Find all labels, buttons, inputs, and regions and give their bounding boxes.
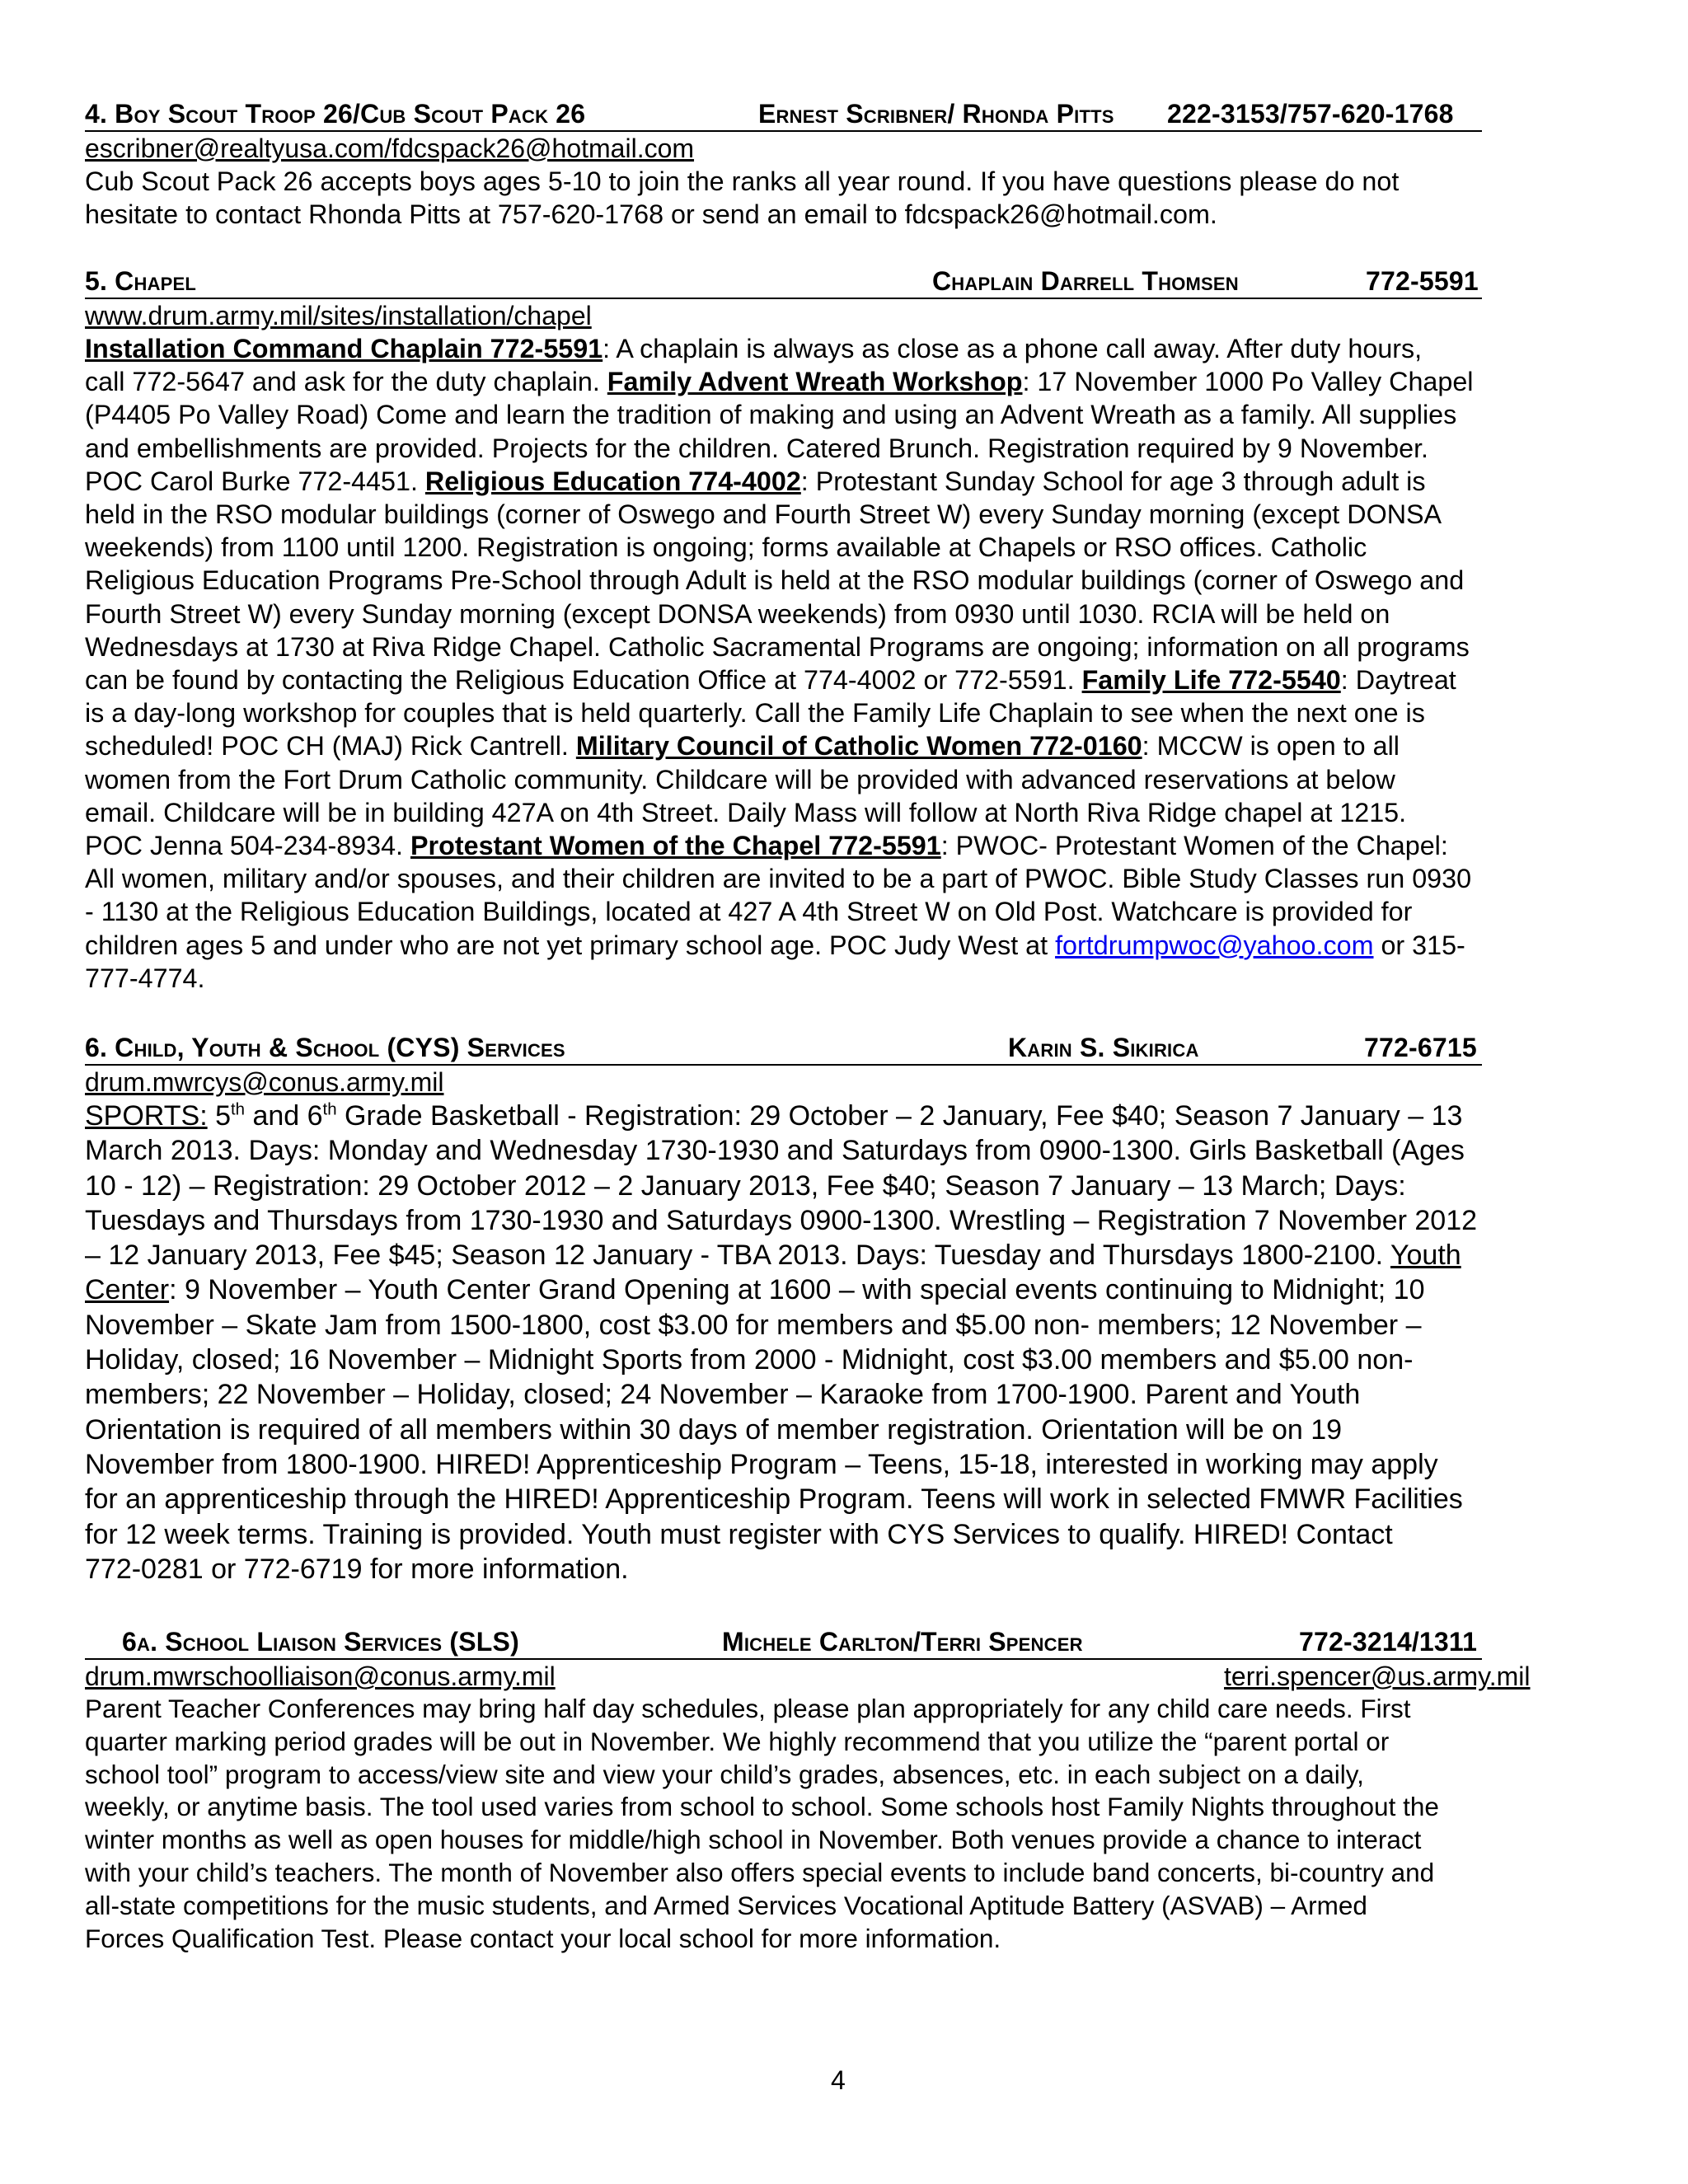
section-email-row	[85, 1660, 1618, 1693]
body-text: : MCCW is open to all women from the Fort Drum Catholic community. Childcare will be provided with advanced reservations at below email. Childcare will be in building 427A on 4th Street. Daily Mass will follow at North Riva Ridge chapel at 1215. POC Jenna 504-234-8934.	[85, 731, 1407, 861]
section-email[interactable]: escribner@realtyusa.com/fdcspack26@hotmail.com	[85, 134, 695, 163]
installation-chaplain-heading: Installation Command Chaplain 772-5591	[85, 334, 603, 363]
section-email[interactable]: drum.mwrcys@conus.army.mil	[85, 1067, 444, 1097]
superscript: th	[231, 1100, 246, 1119]
section-body	[85, 332, 1618, 995]
page-number: 4	[831, 2065, 846, 2095]
section-contact: Chaplain Darrell Thomsen	[932, 266, 1239, 296]
section-title: 4. Boy Scout Troop 26/Cub Scout Pack 26	[85, 99, 586, 129]
section-title: 5. Chapel	[85, 266, 197, 296]
pwoc-heading: Protestant Women of the Chapel 772-5591	[410, 831, 941, 861]
section-email[interactable]: drum.mwrschoolliaison@conus.army.mil	[85, 1661, 556, 1691]
section-email-row	[85, 1066, 1618, 1099]
body-text: Grade Basketball - Registration: 29 October – 2 January, Fee $40; Season 7 January – 13 March 2013. Days: Monday and Wednesday 1730-1930 and Saturdays from 0900-1300. Girls Basketball (Ages 10 - 12) – Registration: 29 October 2012 – 2 January 2013, Fee $40; Season 7 January – 13 March; Days: Tuesdays and Thursdays from 1730-1930 and Saturdays 0900-1300. Wrestling – Registration 7 November 2012 – 12 January 2013, Fee $45; Season 12 January - TBA 2013. Days: Tuesday and Thursdays 1800-2100.	[85, 1100, 1478, 1272]
body-text: : PWOC- Protestant Women of the Chapel: All women, military and/or spouses, and their children are invited to be a part of PWOC. Bible Study Classes run 0930 - 1130 at the Religious Education Buildings, located at 427 A 4th Street W on Old Post. Watchcare is provided for children ages 5 and under who are not yet primary school age. POC Judy West at	[85, 831, 1472, 960]
section-title: 6. Child, Youth & School (CYS) Services	[85, 1033, 565, 1062]
section-chapel	[85, 265, 1618, 995]
body-text: : 9 November – Youth Center Grand Opening at 1600 – with special events continuing to Midnight; 10 November – Skate Jam from 1500-1800, cost $3.00 for members and $5.00 non- members; 12 November – Holiday, closed; 16 November – Midnight Sports from 2000 - Midnight, cost $3.00 members and $5.00 non- members; 22 November – Holiday, closed; 24 November – Karaoke from 1700-1900. Parent and Youth Orientation is required of all members within 30 days of member registration. Orientation will be on 19 November from 1800-1900. HIRED! Apprenticeship Program – Teens, 15-18, interested in working may apply for an apprenticeship through the HIRED! Apprenticeship Program. Teens will work in selected FMWR Facilities for 12 week terms. Training is provided. Youth must register with CYS Services to qualify. HIRED! Contact 772-0281 or 772-6719 for more information.	[85, 1274, 1463, 1585]
section-url-row	[85, 299, 1618, 332]
sports-heading: SPORTS:	[85, 1100, 208, 1132]
body-text: or 315- 777-4774.	[85, 930, 1465, 993]
section-body: Parent Teacher Conferences may bring half day schedules, please plan appropriately for any child care needs. First quarter marking period grades will be out in November. We highly recommend that you utilize the “parent portal or school tool” program to access/view site and view your child’s grades, absences, etc. in each subject on a daily, weekly, or anytime basis. The tool used varies from school to school. Some schools host Family Nights throughout the winter months as well as open houses for middle/high school in November. Both venues provide a chance to interact with your child’s teachers. The month of November also offers special events to include band concerts, bi-country and all-state competitions for the music students, and Armed Services Vocational Aptitude Battery (ASVAB) – Armed Forces Qualification Test. Please contact your local school for more information.	[85, 1694, 1439, 1953]
chapel-url-link[interactable]: www.drum.army.mil/sites/installation/chapel	[85, 301, 592, 330]
section-phone: 772-6715	[1364, 1033, 1477, 1062]
section-contact: Michele Carlton/Terri Spencer	[722, 1627, 1083, 1657]
section-contact: Ernest Scribner/ Rhonda Pitts	[758, 99, 1114, 129]
section-body	[85, 1099, 1618, 1586]
family-life-heading: Family Life 772-5540	[1081, 665, 1341, 696]
section-email-secondary[interactable]: terri.spencer@us.army.mil	[1224, 1661, 1531, 1691]
section-header	[85, 1625, 1482, 1660]
section-phone: 772-3214/1311	[1299, 1627, 1478, 1657]
section-school-liaison	[85, 1625, 1618, 1955]
pwoc-email-link[interactable]: fortdrumpwoc@yahoo.com	[1055, 930, 1374, 960]
section-body: Cub Scout Pack 26 accepts boys ages 5-10 to join the ranks all year round. If you have questions please do not hesitate to contact Rhonda Pitts at 757-620-1768 or send an email to fdcspack26@hotmail.com.	[85, 166, 1400, 230]
youth-center-heading: Center	[85, 1274, 170, 1306]
body-text: : Daytreat is a day-long workshop for couples that is held quarterly. Call the Family Life Chaplain to see when the next one is scheduled! POC CH (MAJ) Rick Cantrell.	[85, 665, 1456, 762]
section-cys	[85, 1031, 1618, 1586]
section-email-row	[85, 132, 1618, 165]
section-contact: Karin S. Sikirica	[1008, 1033, 1199, 1062]
youth-center-heading: Youth	[1390, 1240, 1461, 1272]
superscript: th	[322, 1100, 337, 1119]
section-title: 6a. School Liaison Services (SLS)	[122, 1627, 519, 1657]
section-header	[85, 265, 1482, 299]
mccw-heading: Military Council of Catholic Women 772-0160	[575, 731, 1142, 762]
body-text: : 17 November 1000 Po Valley Chapel (P4405 Po Valley Road) Come and learn the tradition of making and using an Advent Wreath as a family. All supplies and embellishments are provided. Projects for the children. Catered Brunch. Registration required by 9 November. POC Carol Burke 772-4451.	[85, 367, 1474, 496]
body-text: : A chaplain is always as close as a phone call away. After duty hours, call 772-5647 and ask for the duty chaplain.	[85, 334, 1423, 397]
section-header	[85, 1031, 1482, 1066]
body-text: : Protestant Sunday School for age 3 through adult is held in the RSO modular buildings (corner of Oswego and Fourth Street W) every Sunday morning (except DONSA weekends) from 1100 until 1200. Registration is ongoing; forms available at Chapels or RSO offices. Catholic Religious Education Programs Pre-School through Adult is held at the RSO modular buildings (corner of Oswego and Fourth Street W) every Sunday morning (except DONSA weekends) from 0930 until 1030. RCIA will be held on Wednesdays at 1730 at Riva Ridge Chapel. Catholic Sacramental Programs are ongoing; information on all programs can be found by contacting the Religious Education Office at 774-4002 or 772-5591.	[85, 466, 1470, 696]
section-phone: 772-5591	[1366, 266, 1479, 296]
advent-wreath-heading: Family Advent Wreath Workshop	[607, 367, 1023, 397]
body-text: and 6	[245, 1100, 323, 1132]
religious-education-heading: Religious Education 774-4002	[424, 466, 801, 496]
body-text: 5	[207, 1100, 231, 1132]
section-header	[85, 97, 1482, 132]
section-phone: 222-3153/757-620-1768	[1167, 99, 1454, 129]
section-boy-scouts	[85, 97, 1618, 231]
